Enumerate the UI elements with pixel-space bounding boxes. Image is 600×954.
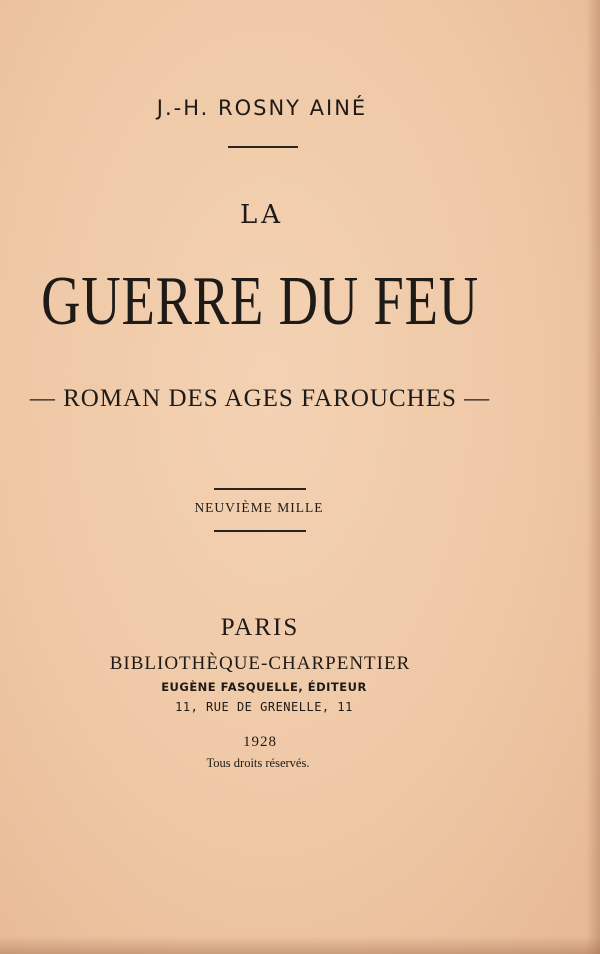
edition-bottom-rule	[214, 530, 306, 532]
editor-name: EUGÈNE FASQUELLE, ÉDITEUR	[161, 680, 367, 694]
page-edge-shadow	[586, 0, 600, 954]
author-divider	[228, 146, 298, 148]
book-subtitle: — ROMAN DES AGES FAROUCHES —	[29, 385, 491, 412]
publisher-address: 11, RUE DE GRENELLE, 11	[175, 700, 353, 714]
edition-top-rule	[214, 488, 306, 490]
title-article: LA	[239, 200, 285, 230]
book-title: GUERRE DU FEU	[41, 263, 479, 340]
publisher-name: BIBLIOTHÈQUE-CHARPENTIER	[109, 653, 411, 674]
page-bottom-shadow	[0, 936, 600, 954]
rights-notice: Tous droits réservés.	[206, 756, 310, 770]
publication-city: PARIS	[220, 614, 300, 641]
author-name: J.-H. ROSNY AINÉ	[156, 96, 368, 120]
publication-year: 1928	[243, 734, 277, 750]
edition-note: NEUVIÈME MILLE	[194, 500, 324, 515]
